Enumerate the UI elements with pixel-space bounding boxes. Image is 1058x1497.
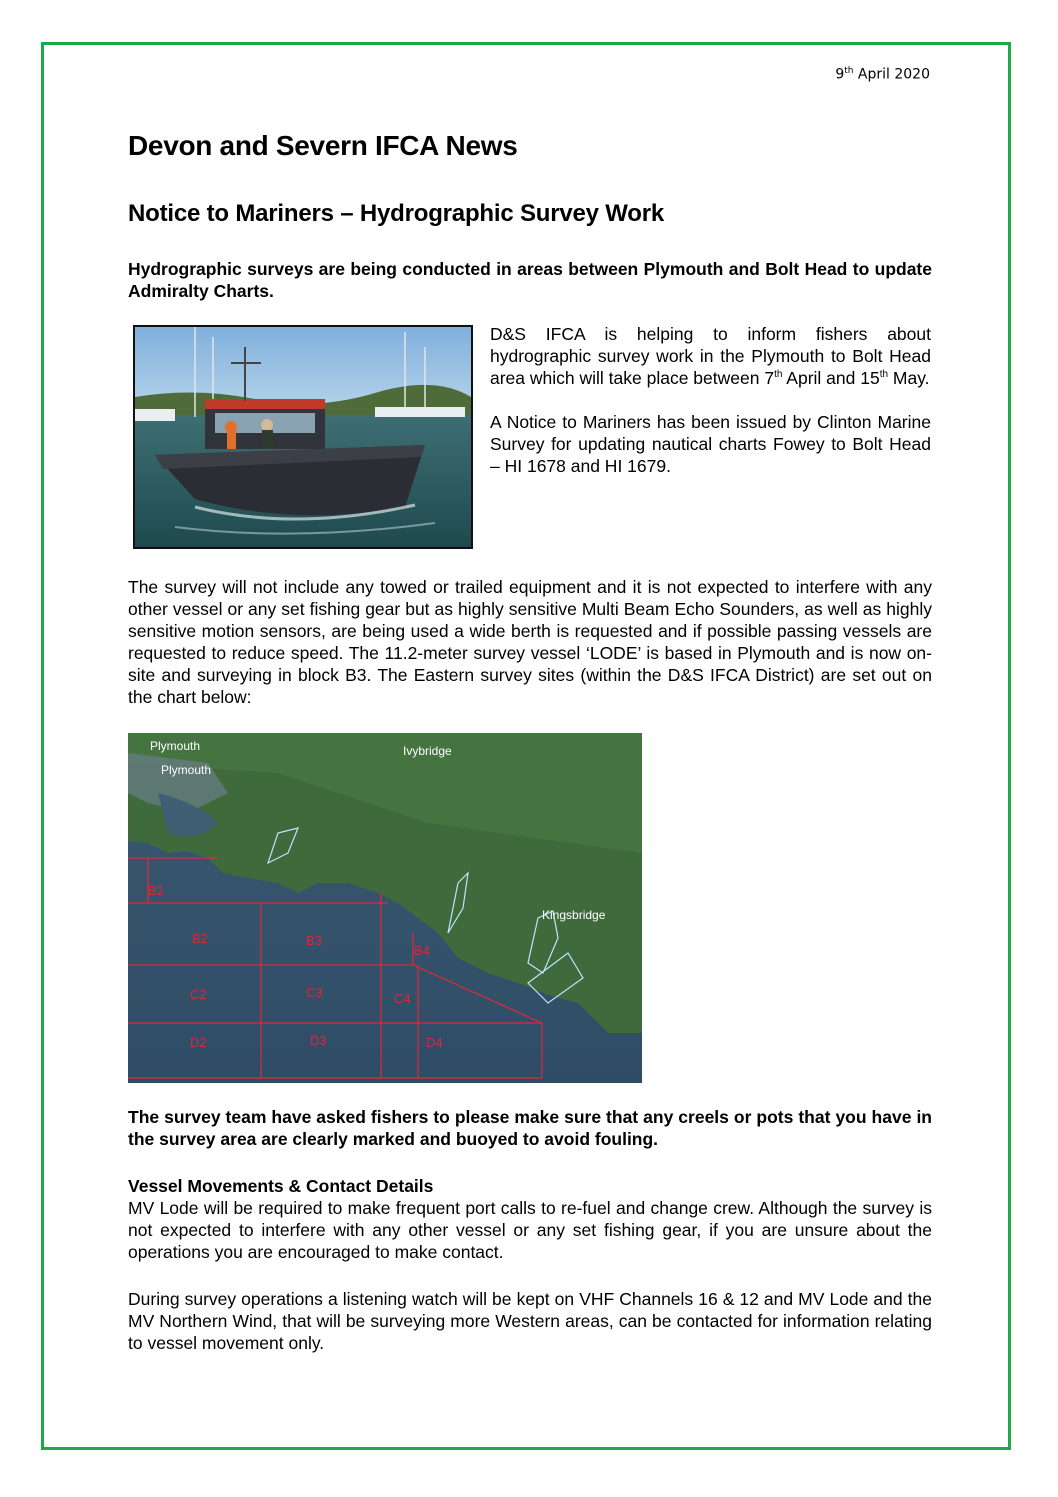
block-label: B4 xyxy=(414,943,430,958)
place-label: Ivybridge xyxy=(403,744,452,758)
survey-area-map xyxy=(128,733,642,1083)
block-label: B2 xyxy=(148,883,164,898)
intro-paragraph: D&S IFCA is helping to inform fishers about hydrographic survey work in the Plymouth to Bolt Head area which will take place between 7th April and 15th May. xyxy=(490,324,931,388)
block-label: D2 xyxy=(190,1035,207,1050)
page-title: Devon and Severn IFCA News xyxy=(128,130,518,161)
article-heading: Notice to Mariners – Hydrographic Survey Work xyxy=(128,200,665,227)
listening-watch-paragraph: During survey operations a listening watch will be kept on VHF Channels 16 & 12 and MV Lode and the MV Northern Wind, that will be surveying more Western areas, can be contacted for information relating to vessel movement only. xyxy=(128,1289,932,1353)
block-label: D4 xyxy=(426,1035,443,1050)
block-label: B2 xyxy=(192,931,208,946)
place-label: Plymouth xyxy=(161,763,212,777)
issue-date: 9th April 2020 xyxy=(835,66,930,83)
fisher-warning: The survey team have asked fishers to please make sure that any creels or pots that you have in the survey area are clearly marked and buoyed to avoid fouling. xyxy=(128,1107,932,1149)
block-label: B3 xyxy=(306,933,322,948)
block-label: D3 xyxy=(310,1033,327,1048)
place-label: Kingsbridge xyxy=(542,908,606,922)
lead-paragraph: Hydrographic surveys are being conducted in areas between Plymouth and Bolt Head to update Admiralty Charts. xyxy=(128,259,932,301)
block-label: C2 xyxy=(190,987,207,1002)
place-label: Plymouth xyxy=(150,739,201,753)
intro-column xyxy=(490,323,931,499)
survey-paragraph: The survey will not include any towed or trailed equipment and it is not expected to interfere with any other vessel or any set fishing gear but as highly sensitive Multi Beam Echo Sounders, as well as highly sensitive motion sensors, are being used a wide berth is requested and if possible passing vessels are requested to reduce speed. The 11.2-meter survey vessel ‘LODE’ is based in Plymouth and is now on-site and surveying in block B3. The Eastern survey sites (within the D&S IFCA District) are set out on the chart below: xyxy=(128,577,932,707)
survey-vessel-photo xyxy=(133,325,473,549)
block-label: C4 xyxy=(394,991,411,1006)
notice-paragraph: A Notice to Mariners has been issued by Clinton Marine Survey for updating nautical charts Fowey to Bolt Head – HI 1678 and HI 1679. xyxy=(490,412,931,476)
contact-heading: Vessel Movements & Contact Details xyxy=(128,1176,434,1196)
contact-paragraph: MV Lode will be required to make frequent port calls to re-fuel and change crew. Although the survey is not expected to interfere with any other vessel or any set fishing gear, if you are unsure about the operations you are encouraged to make contact. xyxy=(128,1198,932,1262)
block-label: C3 xyxy=(306,985,323,1000)
